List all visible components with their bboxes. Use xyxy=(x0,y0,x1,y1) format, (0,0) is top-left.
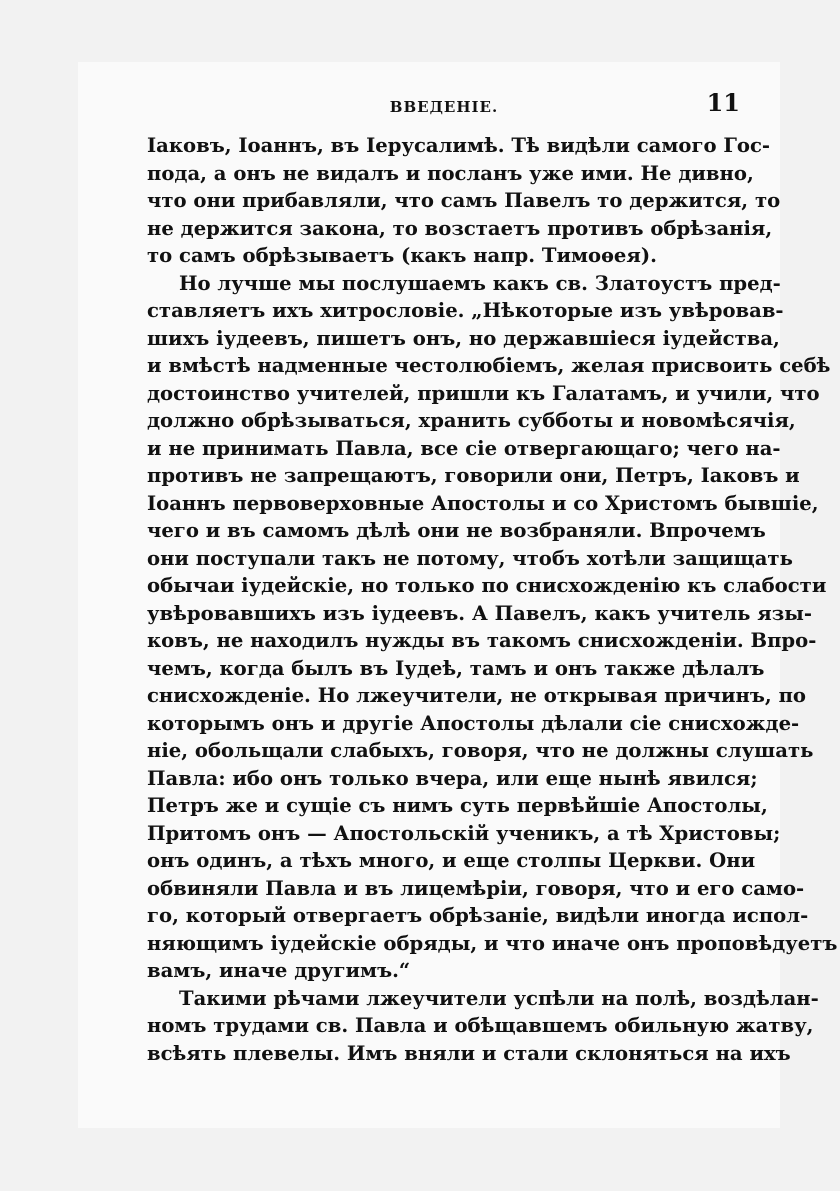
text-line: Петръ же и сущіе съ нимъ суть первѣйшіе Апостолы, xyxy=(147,794,768,817)
body-text xyxy=(147,132,838,1067)
text-line: снисхожденіе. Но лжеучители, не открывая причинъ, по xyxy=(147,684,806,707)
page-header xyxy=(148,88,740,128)
text-line: Павла: ибо онъ только вчера, или еще нынѣ явился; xyxy=(147,766,758,790)
text-line: Іоаннъ первоверховные Апостолы и со Христомъ бывшіе, xyxy=(147,491,819,515)
text-line: не держится закона, то возстаетъ противъ обрѣзанія, xyxy=(147,216,773,240)
paragraph xyxy=(147,132,781,270)
text-line: обычаи іудейскіе, но только по снисхожденію къ слабости xyxy=(147,574,827,597)
text-line: ставляетъ ихъ хитрословіе. „Нѣкоторые изъ увѣровав- xyxy=(147,299,784,322)
text-line: они поступали такъ не потому, чтобъ хотѣли защищать xyxy=(147,546,793,570)
text-line: и не принимать Павла, все сіе отвергающаго; чего на- xyxy=(147,436,781,460)
text-line: увѣровавшихъ изъ іудеевъ. А Павелъ, какъ учитель язы- xyxy=(147,601,813,625)
text-line: шихъ іудеевъ, пишетъ онъ, но державшіеся іудейства, xyxy=(147,326,780,350)
text-line: ковъ, не находилъ нужды въ такомъ снисхожденіи. Впро- xyxy=(147,629,817,652)
text-line: которымъ онъ и другіе Апостолы дѣлали сіе снисхожде- xyxy=(147,711,800,735)
book-page xyxy=(78,62,838,1128)
text-line: обвиняли Павла и въ лицемѣріи, говоря, что и его само- xyxy=(147,876,805,900)
text-line: вамъ, иначе другимъ.“ xyxy=(147,959,411,982)
text-line: противъ не запрещаютъ, говорили они, Петръ, Іаковъ и xyxy=(147,464,800,487)
page-number: 11 xyxy=(706,88,740,117)
text-line: ніе, обольщали слабыхъ, говоря, что не должны слушать xyxy=(147,739,814,762)
paragraph xyxy=(147,270,838,985)
text-line: и вмѣстѣ надменные честолюбіемъ, желая присвоить себѣ xyxy=(147,354,831,377)
running-title: ВВЕДЕНІЕ. xyxy=(389,98,499,116)
paragraph xyxy=(147,985,819,1068)
text-line: Притомъ онъ — Апостольскій ученикъ, а тѣ Христовы; xyxy=(147,821,781,845)
text-line: го, который отвергаетъ обрѣзаніе, видѣли иногда испол- xyxy=(147,904,809,927)
text-line: няющимъ іудейскіе обряды, и что иначе онъ проповѣдуетъ xyxy=(147,931,838,955)
text-line: то самъ обрѣзываетъ (какъ напр. Тимоѳея). xyxy=(147,244,657,267)
text-line: Іаковъ, Іоаннъ, въ Іерусалимѣ. Тѣ видѣли самого Гос- xyxy=(147,134,771,157)
text-line: пода, а онъ не видалъ и посланъ уже ими. Не дивно, xyxy=(147,161,754,185)
text-line: что они прибавляли, что самъ Павелъ то держится, то xyxy=(147,189,781,212)
text-line: достоинство учителей, пришли къ Галатамъ, и учили, что xyxy=(147,381,820,405)
text-line: чего и въ самомъ дѣлѣ они не возбраняли. Впрочемъ xyxy=(147,519,766,542)
text-line: номъ трудами св. Павла и обѣщавшемъ обильную жатву, xyxy=(147,1014,814,1037)
text-line: всѣять плевелы. Имъ вняли и стали склоняться на ихъ xyxy=(147,1041,791,1065)
text-line: должно обрѣзываться, хранить субботы и новомѣсячія, xyxy=(147,409,796,432)
text-line: Такими рѣчами лжеучители успѣли на полѣ, воздѣлан- xyxy=(179,986,819,1010)
text-line: онъ одинъ, а тѣхъ много, и еще столпы Церкви. Они xyxy=(147,849,756,872)
text-line: чемъ, когда былъ въ Іудеѣ, тамъ и онъ также дѣлалъ xyxy=(147,656,765,680)
text-line: Но лучше мы послушаемъ какъ св. Златоустъ пред- xyxy=(179,271,781,295)
